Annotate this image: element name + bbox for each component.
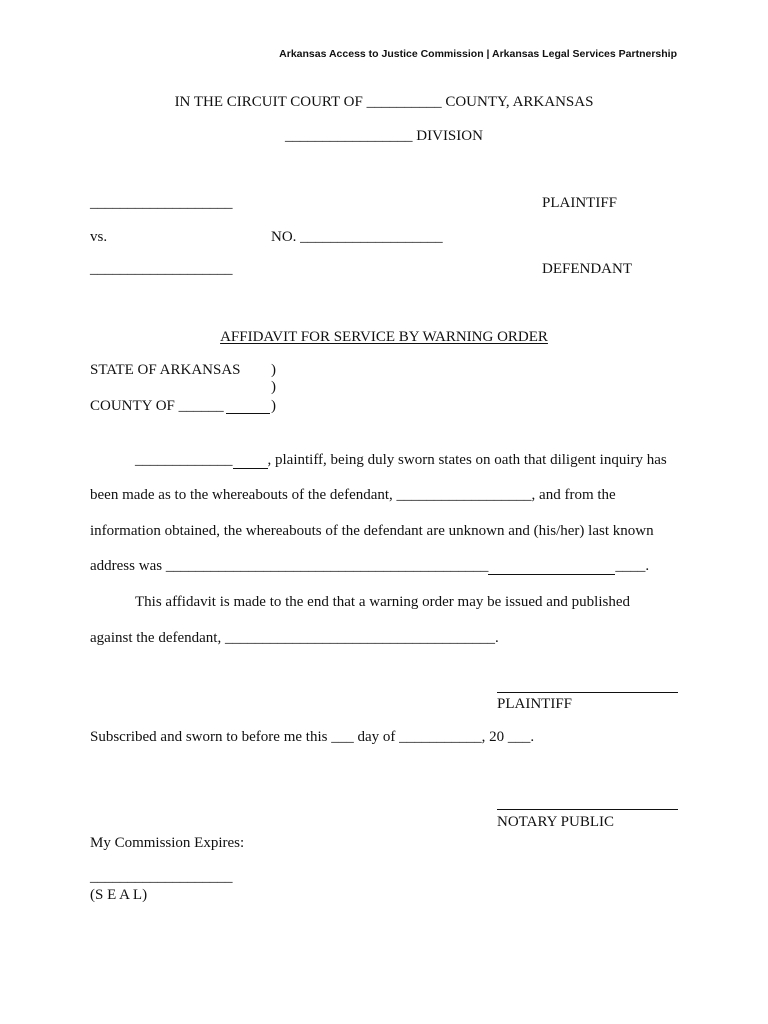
plaintiff-label: PLAINTIFF	[542, 195, 618, 211]
venue-county: COUNTY OF ______	[90, 398, 224, 414]
court-caption: IN THE CIRCUIT COURT OF __________ COUNTY, ARKANSAS	[174, 94, 594, 110]
commission-expires-label: My Commission Expires:	[90, 835, 245, 851]
commission-expires-blank: ___________________	[90, 869, 233, 885]
organizations-header: Arkansas Access to Justice Commission | Arkansas Legal Services Partnership	[279, 48, 677, 60]
address-line	[90, 559, 649, 575]
division-line: _________________ DIVISION	[285, 128, 483, 144]
affiant-statement: , plaintiff, being duly sworn states on oath that diligent inquiry has	[267, 452, 667, 468]
body-line-3: information obtained, the whereabouts of the defendant are unknown and (his/her) last known	[90, 523, 654, 539]
notary-signature-line	[497, 809, 678, 810]
address-blank-extension	[488, 559, 615, 575]
body-para2-line1: This affidavit is made to the end that a warning order may be issued and published	[135, 594, 631, 610]
defendant-label: DEFENDANT	[542, 261, 632, 277]
affiant-name-blank-extension	[233, 453, 268, 469]
plaintiff-signature-line	[497, 692, 678, 693]
body-para2-line2: against the defendant, ____________________________________.	[90, 630, 499, 646]
defendant-name-blank: ___________________	[90, 261, 233, 277]
address-suffix: ____.	[615, 558, 650, 574]
plaintiff-signature-label: PLAINTIFF	[497, 696, 573, 712]
address-prefix: address was ___________________________________________	[90, 558, 489, 574]
venue-paren-2: )	[271, 379, 276, 395]
venue-county-paren: )	[271, 398, 276, 414]
versus-label: vs.	[90, 229, 108, 245]
seal-label: (S E A L)	[90, 887, 148, 903]
subscribed-sworn-line: Subscribed and sworn to before me this ___ day of ___________, 20 ___.	[90, 729, 535, 745]
venue-paren-1: )	[271, 362, 276, 378]
case-number-line: NO. ___________________	[271, 229, 443, 245]
document-title	[0, 330, 768, 345]
venue-state: STATE OF ARKANSAS	[90, 362, 241, 378]
body-line-2: been made as to the whereabouts of the defendant, __________________, and from the	[90, 487, 616, 503]
document-title-text: AFFIDAVIT FOR SERVICE BY WARNING ORDER	[220, 329, 548, 345]
affiant-line	[135, 453, 667, 469]
notary-public-label: NOTARY PUBLIC	[497, 814, 615, 830]
affiant-name-blank: _____________	[135, 452, 233, 468]
plaintiff-name-blank: ___________________	[90, 195, 233, 211]
venue-county-blank-line	[226, 413, 270, 414]
